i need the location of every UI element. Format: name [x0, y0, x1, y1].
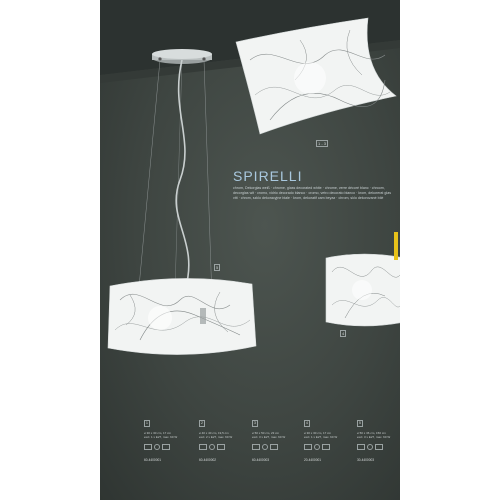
bulb-icon — [154, 444, 160, 450]
spec-number: 3 — [254, 421, 256, 425]
spec-icons — [199, 444, 243, 450]
article-number: 60-4400001 — [144, 457, 162, 462]
spec-column — [252, 420, 296, 462]
spec-column — [304, 420, 348, 462]
bulb-icon — [262, 444, 268, 450]
energy-label-icon — [144, 444, 152, 450]
energy-label-icon — [199, 444, 207, 450]
spec-column — [357, 420, 400, 462]
page-section-tab — [394, 232, 398, 260]
spec-line: excl. 3 x E27, max. 60 W — [252, 435, 286, 439]
article-number: 20-4400001 — [304, 457, 322, 462]
product-title: SPIRELLI — [233, 168, 303, 184]
bulb-icon — [367, 444, 373, 450]
class-icon — [270, 444, 278, 450]
wall-lamp-tag: 4 — [342, 331, 345, 336]
spec-line: excl. 3 x E27, max. 60 W — [357, 435, 391, 439]
article-number: 60-4400002 — [199, 457, 217, 462]
ceiling-lamp-tag: 1 - 3 — [318, 141, 327, 146]
spec-icons — [252, 444, 296, 450]
class-icon — [162, 444, 170, 450]
spec-icons — [357, 444, 400, 450]
spec-line: ⌀ 50 x 50 cm, 23 cm — [252, 430, 280, 435]
spec-icons — [304, 444, 348, 450]
spec-line: excl. 2 x E27, max. 60 W — [199, 435, 233, 439]
spec-column — [199, 420, 243, 462]
spec-column — [144, 420, 188, 462]
energy-label-icon — [304, 444, 312, 450]
spec-number: 5 — [359, 421, 361, 425]
bulb-icon — [314, 444, 320, 450]
spec-line: ⌀ 30 x 30 cm, 17 cm — [304, 430, 332, 435]
energy-label-icon — [357, 444, 365, 450]
bulb-icon — [209, 444, 215, 450]
article-number: 60-4400003 — [252, 457, 270, 462]
class-icon — [217, 444, 225, 450]
spec-number: 2 — [201, 421, 203, 425]
catalog-page — [100, 0, 400, 500]
class-icon — [322, 444, 330, 450]
class-icon — [375, 444, 383, 450]
product-description: chrom, Dekorglas weiß · chrome, glass decorated white · chrome, verre décoré blanc · chroom, decorglas wit · cromo, vidrio decorado blanco · cromo, vetro decorato bianco · krom, dekorerat glas vitt · chrom, szklo dekoracyjne biale · krom, dekoratif cam beyaz · chrom, sklo dekorované bílé — [233, 186, 391, 201]
spec-line: excl. 1 x E27, max. 60 W — [304, 435, 338, 439]
spec-line: ⌀ 30 x 30 cm, 17 cm — [144, 430, 172, 435]
spec-line: ⌀ 40 x 40 cm, 19,5 cm — [199, 430, 229, 435]
spec-line: excl. 1 x E27, max. 60 W — [144, 435, 178, 439]
spec-icons — [144, 444, 188, 450]
spec-number: 1 — [146, 421, 148, 425]
article-number: 30-4400003 — [357, 457, 375, 462]
spec-line: ⌀ 50 x 36 cm, 150 cm — [357, 430, 386, 435]
spec-number: 4 — [306, 421, 308, 425]
pendant-lamp-tag: 5 — [216, 265, 219, 270]
energy-label-icon — [252, 444, 260, 450]
